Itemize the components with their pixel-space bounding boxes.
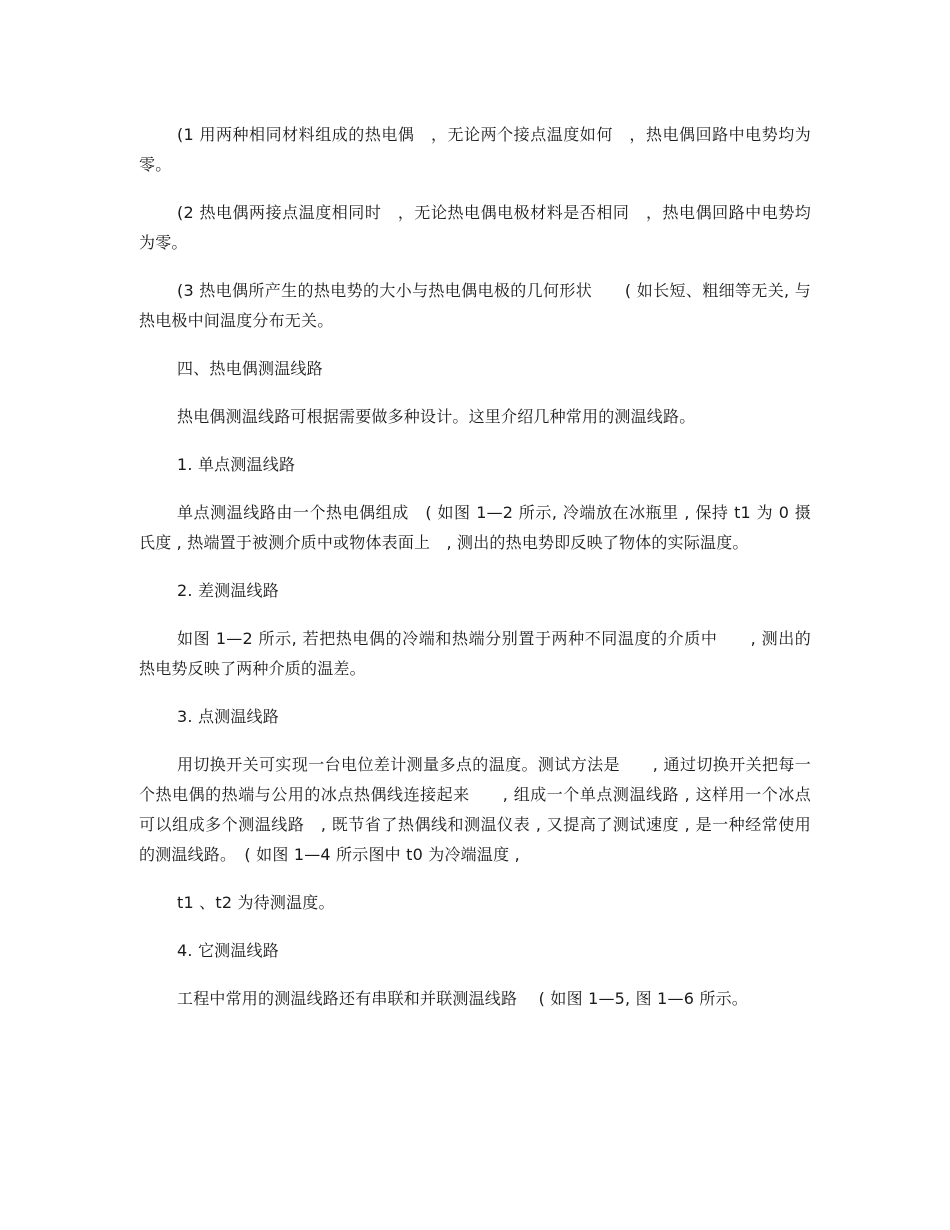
section-heading: 四、热电偶测温线路 <box>177 359 323 378</box>
paragraph-measured-temps: t1 、t2 为待测温度。 <box>177 893 335 912</box>
paragraph-single-point: 单点测温线路由一个热电偶组成 ( 如图 1—2 所示, 冷端放在冰瓶里 , 保持 t1 为 0 摄氏度 , 热端置于被测介质中或物体表面上 , 测出的热电势即反映了物体的实际温度。 <box>139 503 811 552</box>
document-body <box>139 120 811 1014</box>
subheading-other: 4. 它测温线路 <box>177 941 279 960</box>
paragraph-property-1: (1 用两种相同材料组成的热电偶 ，无论两个接点温度如何 ，热电偶回路中电势均为零。 <box>139 125 811 174</box>
paragraph-multipoint: 用切换开关可实现一台电位差计测量多点的温度。测试方法是 , 通过切换开关把每一个热电偶的热端与公用的冰点热偶线连接起来 , 组成一个单点测温线路 , 这样用一个冰点可以组成多个测温线路 , 既节省了热偶线和测温仪表 , 又提高了测试速度 , 是一种经常使用的测温线路。 ( 如图 1—4 所示图中 t0 为冷端温度 , <box>139 755 811 864</box>
paragraph-other: 工程中常用的测温线路还有串联和并联测温线路 ( 如图 1—5, 图 1—6 所示。 <box>177 989 748 1008</box>
paragraph-property-2: (2 热电偶两接点温度相同时 ，无论热电偶电极材料是否相同 ，热电偶回路中电势均为零。 <box>139 203 811 252</box>
paragraph-differential: 如图 1—2 所示, 若把热电偶的冷端和热端分别置于两种不同温度的介质中 , 测出的热电势反映了两种介质的温差。 <box>139 629 811 678</box>
subheading-single-point: 1. 单点测温线路 <box>177 455 296 474</box>
paragraph-property-3: (3 热电偶所产生的热电势的大小与热电偶电极的几何形状 ( 如长短、粗细等无关, 与热电极中间温度分布无关。 <box>139 281 811 330</box>
section-intro: 热电偶测温线路可根据需要做多种设计。这里介绍几种常用的测温线路。 <box>177 407 696 426</box>
subheading-multipoint: 3. 点测温线路 <box>177 707 279 726</box>
subheading-differential: 2. 差测温线路 <box>177 581 279 600</box>
